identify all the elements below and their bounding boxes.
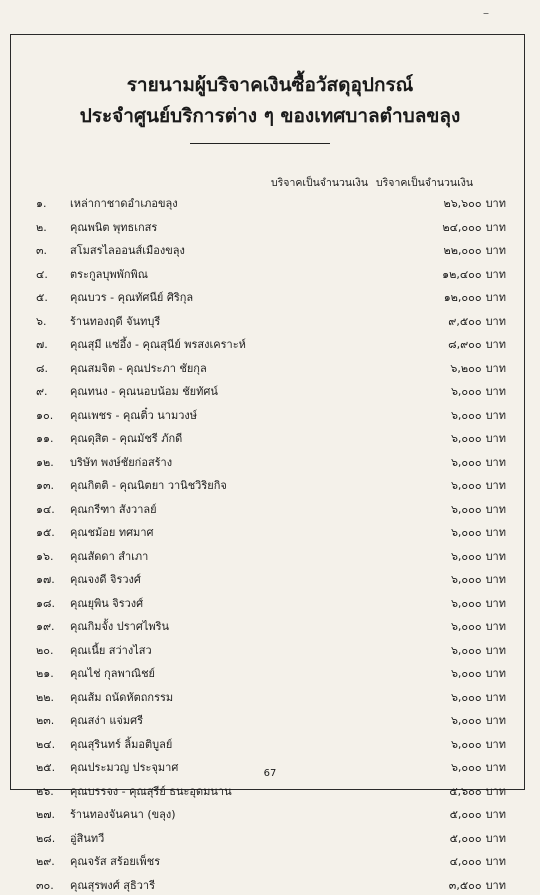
donor-amount (451, 735, 506, 753)
donor-amount (451, 406, 506, 424)
donor-amount (451, 382, 506, 400)
donor-name: คุณบรรจง - คุณสุรีย์ ธนะอุดมนาน (70, 782, 232, 800)
amount-value: ๒๔,๐๐๐ (442, 221, 481, 234)
amount-value: ๖,๐๐๐ (451, 761, 482, 774)
amount-value: ๑๒,๐๐๐ (444, 291, 482, 304)
donor-row (0, 590, 540, 614)
amount-unit: บาท (486, 738, 506, 751)
amount-value: ๖,๐๐๐ (451, 409, 482, 422)
donor-name: คุณสัดดา สำเภา (70, 547, 148, 565)
amount-unit: บาท (486, 879, 506, 892)
donor-row (0, 637, 540, 661)
amount-value: ๕,๐๐๐ (450, 832, 482, 845)
amount-value: ๖,๐๐๐ (451, 503, 482, 516)
donor-number: ๕. (36, 288, 72, 306)
amount-unit: บาท (486, 197, 506, 210)
donor-number: ๒๗. (36, 805, 72, 823)
amount-unit: บาท (486, 597, 506, 610)
amount-unit: บาท (486, 479, 506, 492)
donor-number: ๗. (36, 335, 72, 353)
amount-unit: บาท (486, 526, 506, 539)
amount-unit: บาท (486, 620, 506, 633)
donor-name: คุณบวร - คุณทัศนีย์ ศิริกุล (70, 288, 193, 306)
donor-number: ๑๗. (36, 570, 72, 588)
amount-value: ๓,๕๐๐ (449, 879, 482, 892)
donor-name: คุณพนิต พุทธเกสร (70, 218, 157, 236)
donor-amount (451, 617, 506, 635)
amount-unit: บาท (486, 761, 506, 774)
amount-unit: บาท (486, 714, 506, 727)
donor-row (0, 613, 540, 637)
donor-name: คุณกิมจั้ง ปราศไพริน (70, 617, 169, 635)
amount-unit: บาท (486, 573, 506, 586)
donor-amount (451, 594, 506, 612)
donor-row (0, 190, 540, 214)
amount-unit: บาท (486, 268, 506, 281)
amount-unit: บาท (486, 855, 506, 868)
donor-amount (450, 359, 506, 377)
donor-row (0, 261, 540, 285)
amount-unit: บาท (486, 691, 506, 704)
donor-row (0, 378, 540, 402)
amount-value: ๔,๐๐๐ (450, 855, 482, 868)
donor-number: ๒๙. (36, 852, 72, 870)
donor-number: ๑๕. (36, 523, 72, 541)
donor-name: ตระกูลบุพพักพิณ (70, 265, 148, 283)
amount-value: ๙,๕๐๐ (448, 315, 481, 328)
donor-amount (449, 782, 506, 800)
donor-name: คุณดุสิต - คุณมัชรี ภักดี (70, 429, 182, 447)
donor-number: ๒๑. (36, 664, 72, 682)
donor-number: ๑๓. (36, 476, 72, 494)
donor-list (0, 190, 540, 895)
donor-row (0, 519, 540, 543)
column-header-2: บริจาคเป็นจำนวนเงิน (376, 174, 473, 191)
donor-amount (443, 241, 506, 259)
corner-mark: – (483, 6, 489, 20)
amount-unit: บาท (486, 550, 506, 563)
donor-name: ร้านทองฤดี จันทบุรี (70, 312, 160, 330)
donor-number: ๔. (36, 265, 72, 283)
donor-amount (442, 218, 506, 236)
donor-name: คุณสง่า แจ่มศรี (70, 711, 143, 729)
amount-unit: บาท (486, 667, 506, 680)
donor-row (0, 284, 540, 308)
donor-amount (451, 688, 506, 706)
donor-amount (451, 453, 506, 471)
amount-value: ๖,๐๐๐ (451, 597, 482, 610)
donor-name: คุณสุมี แซ่อึ้ง - คุณสุนีย์ พรสงเคราะห์ (70, 335, 246, 353)
amount-value: ๖,๐๐๐ (451, 691, 482, 704)
donor-row (0, 566, 540, 590)
donor-name: คุณเพชร - คุณติ๋ว นามวงษ์ (70, 406, 197, 424)
donor-amount (450, 805, 506, 823)
amount-value: ๖,๒๐๐ (450, 362, 481, 375)
donor-number: ๒๘. (36, 829, 72, 847)
donor-row (0, 472, 540, 496)
donor-row (0, 425, 540, 449)
amount-value: ๖,๐๐๐ (451, 644, 482, 657)
donor-name: คุณชม้อย ทศมาศ (70, 523, 153, 541)
donor-number: ๑๐. (36, 406, 72, 424)
amount-value: ๒๒,๐๐๐ (443, 244, 481, 257)
title-divider (190, 143, 330, 144)
donor-name: อู่สินทวี (70, 829, 104, 847)
amount-unit: บาท (486, 503, 506, 516)
donor-name: ร้านทองจันคนา (ขลุง) (70, 805, 176, 823)
amount-unit: บาท (486, 644, 506, 657)
amount-value: ๘,๙๐๐ (448, 338, 481, 351)
donor-row (0, 543, 540, 567)
donor-name: คุณทนง - คุณนอบน้อม ชัยทัศน์ (70, 382, 218, 400)
donor-name: คุณส้ม ถนัดหัตถกรรม (70, 688, 173, 706)
donor-amount (451, 429, 506, 447)
donor-amount (450, 829, 506, 847)
donor-amount (451, 523, 506, 541)
donor-name: คุณไช่ กุลพาณิชย์ (70, 664, 155, 682)
donor-row (0, 684, 540, 708)
donor-number: ๑๖. (36, 547, 72, 565)
amount-unit: บาท (486, 362, 506, 375)
title-line-1: รายนามผู้บริจาคเงินซื้อวัสดุอุปกรณ์ (20, 70, 520, 100)
donor-row (0, 825, 540, 849)
donor-row (0, 331, 540, 355)
donor-row (0, 872, 540, 895)
donor-name: คุณสมจิต - คุณประภา ชัยกุล (70, 359, 207, 377)
donor-amount (444, 288, 506, 306)
donor-name: เหล่ากาชาดอำเภอขลุง (70, 194, 178, 212)
donor-row (0, 496, 540, 520)
donor-number: ๑๑. (36, 429, 72, 447)
amount-value: ๖,๐๐๐ (451, 573, 482, 586)
amount-unit: บาท (486, 385, 506, 398)
amount-unit: บาท (486, 244, 506, 257)
donor-name: คุณสุรพงศ์ สุธิวารี (70, 876, 155, 894)
amount-value: ๒๖,๖๐๐ (443, 197, 481, 210)
donor-amount (449, 876, 506, 894)
donor-number: ๒๓. (36, 711, 72, 729)
donor-row (0, 801, 540, 825)
page-number: 67 (0, 768, 540, 779)
donor-row (0, 707, 540, 731)
donor-number: ๑๒. (36, 453, 72, 471)
amount-unit: บาท (486, 808, 506, 821)
donor-number: ๓๐. (36, 876, 72, 894)
donor-amount (451, 711, 506, 729)
amount-value: ๖,๐๐๐ (451, 550, 482, 563)
donor-amount (443, 194, 506, 212)
amount-unit: บาท (486, 291, 506, 304)
donor-amount (451, 641, 506, 659)
amount-value: ๕,๐๐๐ (450, 808, 482, 821)
donor-amount (451, 664, 506, 682)
amount-value: ๖,๐๐๐ (451, 738, 482, 751)
column-header-1: บริจาคเป็นจำนวนเงิน (271, 174, 368, 191)
donor-number: ๒๔. (36, 735, 72, 753)
donor-row (0, 660, 540, 684)
amount-value: ๖,๐๐๐ (451, 667, 482, 680)
donor-number: ๑๙. (36, 617, 72, 635)
donor-name: คุณกิตติ - คุณนิตยา วานิชวิริยกิจ (70, 476, 227, 494)
donor-number: ๘. (36, 359, 72, 377)
donor-name: คุณกรีฑา สังวาลย์ (70, 500, 157, 518)
donor-row (0, 731, 540, 755)
donor-number: ๑๔. (36, 500, 72, 518)
donor-number: ๒๐. (36, 641, 72, 659)
donor-number: ๑. (36, 194, 72, 212)
amount-unit: บาท (486, 432, 506, 445)
donor-name: บริษัท พงษ์ชัยก่อสร้าง (70, 453, 172, 471)
donor-amount (448, 312, 506, 330)
amount-unit: บาท (486, 456, 506, 469)
amount-value: ๑๒,๔๐๐ (442, 268, 481, 281)
donor-name: คุณจรัส สร้อยเพ็ชร (70, 852, 160, 870)
amount-value: ๖,๐๐๐ (451, 385, 482, 398)
donor-number: ๒๒. (36, 688, 72, 706)
donor-row (0, 355, 540, 379)
amount-value: ๖,๐๐๐ (451, 456, 482, 469)
donor-number: ๒. (36, 218, 72, 236)
donor-name: คุณเนี้ย สว่างไสว (70, 641, 152, 659)
donor-name: สโมสรไลออนส์เมืองขลุง (70, 241, 185, 259)
amount-unit: บาท (486, 338, 506, 351)
donor-name: คุณประมวญ ประจุมาศ (70, 758, 178, 776)
donor-amount (451, 476, 506, 494)
donor-number: ๓. (36, 241, 72, 259)
amount-unit: บาท (486, 221, 506, 234)
donor-row (0, 848, 540, 872)
amount-value: ๖,๐๐๐ (451, 479, 482, 492)
amount-value: ๕,๖๐๐ (449, 785, 481, 798)
amount-value: ๖,๐๐๐ (451, 526, 482, 539)
title-line-2: ประจำศูนย์บริการต่าง ๆ ของเทศบาลตำบลขลุง (20, 101, 520, 131)
amount-unit: บาท (486, 315, 506, 328)
donor-amount (451, 570, 506, 588)
donor-name: คุณยุพิน จิรวงศ์ (70, 594, 143, 612)
amount-value: ๖,๐๐๐ (451, 620, 482, 633)
donor-amount (448, 335, 506, 353)
donor-number: ๖. (36, 312, 72, 330)
donor-name: คุณสุรินทร์ ลิ้มอติบูลย์ (70, 735, 172, 753)
amount-unit: บาท (486, 832, 506, 845)
donor-row (0, 449, 540, 473)
amount-value: ๖,๐๐๐ (451, 714, 482, 727)
donor-row (0, 237, 540, 261)
donor-number: ๒๖. (36, 782, 72, 800)
donor-row (0, 214, 540, 238)
amount-value: ๖,๐๐๐ (451, 432, 482, 445)
amount-unit: บาท (486, 409, 506, 422)
donor-row (0, 778, 540, 802)
donor-amount (451, 500, 506, 518)
donor-row (0, 308, 540, 332)
amount-unit: บาท (486, 785, 506, 798)
donor-number: ๑๘. (36, 594, 72, 612)
donor-number: ๙. (36, 382, 72, 400)
donor-number: ๒๕. (36, 758, 72, 776)
donor-amount (450, 852, 506, 870)
donor-name: คุณจงดี จิรวงศ์ (70, 570, 141, 588)
donor-amount (442, 265, 506, 283)
donor-row (0, 402, 540, 426)
donor-amount (451, 547, 506, 565)
